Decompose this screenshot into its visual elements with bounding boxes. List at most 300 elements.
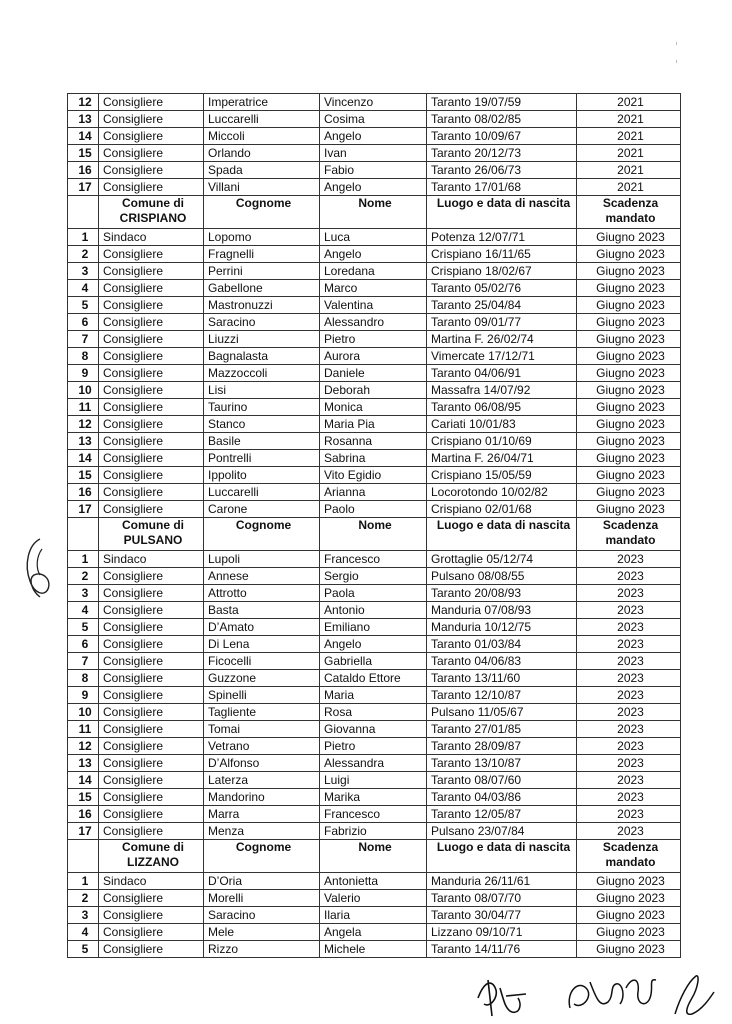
surname-cell: Villani (204, 179, 320, 196)
row-number-cell: 1 (68, 551, 99, 568)
surname-cell: D’Oria (204, 873, 320, 890)
table-row (68, 246, 681, 263)
table-row (68, 602, 681, 619)
table-row (68, 941, 681, 958)
table-row (68, 348, 681, 365)
row-number-cell: 15 (68, 789, 99, 806)
birthplace-date-cell: Taranto 08/02/85 (427, 111, 577, 128)
header-empty (68, 518, 99, 551)
mandate-expiry-cell: Giugno 2023 (577, 501, 681, 518)
first-name-cell: Antonio (320, 602, 427, 619)
first-name-cell: Deborah (320, 382, 427, 399)
role-cell: Consigliere (99, 941, 204, 958)
first-name-cell: Ilaria (320, 907, 427, 924)
first-name-cell: Angelo (320, 179, 427, 196)
header-cognome (204, 840, 320, 873)
header-comune-text: PULSANO (123, 533, 183, 547)
surname-cell: D’Alfonso (204, 755, 320, 772)
role-cell: Consigliere (99, 433, 204, 450)
table-row (68, 907, 681, 924)
row-number-cell: 14 (68, 450, 99, 467)
surname-cell: Menza (204, 823, 320, 840)
birthplace-date-cell: Pulsano 11/05/67 (427, 704, 577, 721)
birthplace-date-cell: Taranto 20/08/93 (427, 585, 577, 602)
surname-cell: Lisi (204, 382, 320, 399)
header-comune (99, 196, 204, 229)
mandate-expiry-cell: 2023 (577, 789, 681, 806)
role-cell: Consigliere (99, 704, 204, 721)
row-number-cell: 9 (68, 687, 99, 704)
mandate-expiry-cell: Giugno 2023 (577, 382, 681, 399)
birthplace-date-cell: Taranto 04/06/83 (427, 653, 577, 670)
role-cell: Consigliere (99, 314, 204, 331)
first-name-cell: Francesco (320, 551, 427, 568)
row-number-cell: 13 (68, 111, 99, 128)
role-cell: Consigliere (99, 687, 204, 704)
role-cell: Consigliere (99, 755, 204, 772)
first-name-cell: Rosa (320, 704, 427, 721)
first-name-cell: Luca (320, 229, 427, 246)
table-row (68, 365, 681, 382)
row-number-cell: 13 (68, 433, 99, 450)
birthplace-date-cell: Taranto 26/06/73 (427, 162, 577, 179)
first-name-cell: Angelo (320, 636, 427, 653)
row-number-cell: 11 (68, 721, 99, 738)
first-name-cell: Gabriella (320, 653, 427, 670)
first-name-cell: Valerio (320, 890, 427, 907)
header-cognome-text: Cognome (235, 196, 292, 210)
header-comune (99, 518, 204, 551)
row-number-cell: 2 (68, 568, 99, 585)
header-luogo-text: Luogo e data di nascita (436, 518, 571, 532)
surname-cell: Spinelli (204, 687, 320, 704)
table-body (68, 94, 681, 958)
table-row (68, 636, 681, 653)
birthplace-date-cell: Martina F. 26/02/74 (427, 331, 577, 348)
first-name-cell: Paolo (320, 501, 427, 518)
surname-cell: Stanco (204, 416, 320, 433)
mandate-expiry-cell: Giugno 2023 (577, 314, 681, 331)
role-cell: Sindaco (99, 551, 204, 568)
surname-cell: Carone (204, 501, 320, 518)
mandate-expiry-cell: Giugno 2023 (577, 941, 681, 958)
surname-cell: Spada (204, 162, 320, 179)
mandate-expiry-cell: Giugno 2023 (577, 450, 681, 467)
first-name-cell: Vito Egidio (320, 467, 427, 484)
birthplace-date-cell: Cariati 10/01/83 (427, 416, 577, 433)
header-cognome (204, 518, 320, 551)
surname-cell: D’Amato (204, 619, 320, 636)
table-row (68, 551, 681, 568)
scan-mark (676, 60, 677, 63)
surname-cell: Basile (204, 433, 320, 450)
first-name-cell: Rosanna (320, 433, 427, 450)
surname-cell: Imperatrice (204, 94, 320, 111)
mandate-expiry-cell: 2023 (577, 755, 681, 772)
role-cell: Consigliere (99, 619, 204, 636)
birthplace-date-cell: Taranto 27/01/85 (427, 721, 577, 738)
mandate-expiry-cell: Giugno 2023 (577, 467, 681, 484)
header-scadenza (577, 840, 681, 873)
birthplace-date-cell: Taranto 12/10/87 (427, 687, 577, 704)
table-row (68, 653, 681, 670)
mandate-expiry-cell: Giugno 2023 (577, 433, 681, 450)
row-number-cell: 15 (68, 467, 99, 484)
table-row (68, 704, 681, 721)
birthplace-date-cell: Taranto 08/07/70 (427, 890, 577, 907)
surname-cell: Miccoli (204, 128, 320, 145)
role-cell: Consigliere (99, 111, 204, 128)
role-cell: Consigliere (99, 890, 204, 907)
header-scadenza-text: mandato (605, 211, 656, 225)
first-name-cell: Pietro (320, 738, 427, 755)
mandate-expiry-cell: Giugno 2023 (577, 348, 681, 365)
birthplace-date-cell: Taranto 28/09/87 (427, 738, 577, 755)
mandate-expiry-cell: 2023 (577, 823, 681, 840)
first-name-cell: Ivan (320, 145, 427, 162)
header-cognome-text: Cognome (235, 518, 292, 532)
row-number-cell: 1 (68, 229, 99, 246)
mandate-expiry-cell: Giugno 2023 (577, 484, 681, 501)
table-row (68, 382, 681, 399)
surname-cell: Morelli (204, 890, 320, 907)
header-comune-text: Comune di (122, 840, 184, 854)
header-scadenza-text: mandato (605, 855, 656, 869)
header-nome (320, 840, 427, 873)
row-number-cell: 3 (68, 585, 99, 602)
table-row (68, 823, 681, 840)
first-name-cell: Michele (320, 941, 427, 958)
role-cell: Consigliere (99, 450, 204, 467)
mandate-expiry-cell: Giugno 2023 (577, 907, 681, 924)
table-row (68, 263, 681, 280)
surname-cell: Bagnalasta (204, 348, 320, 365)
birthplace-date-cell: Taranto 13/10/87 (427, 755, 577, 772)
mandate-expiry-cell: Giugno 2023 (577, 365, 681, 382)
table-row (68, 619, 681, 636)
header-luogo (427, 518, 577, 551)
surname-cell: Basta (204, 602, 320, 619)
section-header-row (68, 840, 681, 873)
birthplace-date-cell: Taranto 08/07/60 (427, 772, 577, 789)
role-cell: Consigliere (99, 484, 204, 501)
mandate-expiry-cell: 2023 (577, 704, 681, 721)
birthplace-date-cell: Taranto 13/11/60 (427, 670, 577, 687)
mandate-expiry-cell: 2023 (577, 772, 681, 789)
council-members-table (67, 93, 681, 958)
birthplace-date-cell: Manduria 10/12/75 (427, 619, 577, 636)
first-name-cell: Angelo (320, 128, 427, 145)
birthplace-date-cell: Martina F. 26/04/71 (427, 450, 577, 467)
mandate-expiry-cell: 2023 (577, 687, 681, 704)
mandate-expiry-cell: Giugno 2023 (577, 399, 681, 416)
role-cell: Consigliere (99, 280, 204, 297)
row-number-cell: 2 (68, 246, 99, 263)
row-number-cell: 15 (68, 145, 99, 162)
mandate-expiry-cell: 2021 (577, 94, 681, 111)
header-luogo-text: Luogo e data di nascita (436, 196, 571, 210)
first-name-cell: Vincenzo (320, 94, 427, 111)
header-luogo-text: Luogo e data di nascita (436, 840, 571, 854)
row-number-cell: 6 (68, 636, 99, 653)
role-cell: Consigliere (99, 602, 204, 619)
role-cell: Consigliere (99, 907, 204, 924)
first-name-cell: Sabrina (320, 450, 427, 467)
first-name-cell: Pietro (320, 331, 427, 348)
table-row (68, 297, 681, 314)
surname-cell: Attrotto (204, 585, 320, 602)
scan-mark (676, 42, 677, 45)
header-empty (68, 840, 99, 873)
table-row (68, 890, 681, 907)
header-empty (68, 196, 99, 229)
role-cell: Consigliere (99, 145, 204, 162)
row-number-cell: 5 (68, 619, 99, 636)
header-scadenza-text: Scadenza (602, 518, 659, 532)
mandate-expiry-cell: Giugno 2023 (577, 924, 681, 941)
birthplace-date-cell: Taranto 10/09/67 (427, 128, 577, 145)
table-row (68, 755, 681, 772)
header-cognome (204, 196, 320, 229)
table-row (68, 399, 681, 416)
table-row (68, 873, 681, 890)
table-row (68, 111, 681, 128)
birthplace-date-cell: Potenza 12/07/71 (427, 229, 577, 246)
first-name-cell: Aurora (320, 348, 427, 365)
role-cell: Consigliere (99, 772, 204, 789)
mandate-expiry-cell: Giugno 2023 (577, 331, 681, 348)
first-name-cell: Valentina (320, 297, 427, 314)
row-number-cell: 1 (68, 873, 99, 890)
mandate-expiry-cell: 2021 (577, 179, 681, 196)
role-cell: Consigliere (99, 585, 204, 602)
mandate-expiry-cell: 2023 (577, 585, 681, 602)
header-scadenza (577, 518, 681, 551)
birthplace-date-cell: Crispiano 02/01/68 (427, 501, 577, 518)
first-name-cell: Marika (320, 789, 427, 806)
table-row (68, 789, 681, 806)
role-cell: Sindaco (99, 229, 204, 246)
mandate-expiry-cell: 2021 (577, 111, 681, 128)
role-cell: Consigliere (99, 721, 204, 738)
role-cell: Consigliere (99, 365, 204, 382)
birthplace-date-cell: Taranto 04/03/86 (427, 789, 577, 806)
first-name-cell: Monica (320, 399, 427, 416)
header-comune-text: CRISPIANO (119, 211, 187, 225)
role-cell: Consigliere (99, 636, 204, 653)
row-number-cell: 9 (68, 365, 99, 382)
first-name-cell: Giovanna (320, 721, 427, 738)
mandate-expiry-cell: 2023 (577, 619, 681, 636)
table-row (68, 924, 681, 941)
first-name-cell: Arianna (320, 484, 427, 501)
role-cell: Consigliere (99, 568, 204, 585)
header-scadenza (577, 196, 681, 229)
role-cell: Consigliere (99, 297, 204, 314)
role-cell: Consigliere (99, 331, 204, 348)
birthplace-date-cell: Pulsano 08/08/55 (427, 568, 577, 585)
mandate-expiry-cell: 2021 (577, 145, 681, 162)
role-cell: Consigliere (99, 738, 204, 755)
first-name-cell: Angela (320, 924, 427, 941)
table-row (68, 738, 681, 755)
row-number-cell: 16 (68, 806, 99, 823)
row-number-cell: 8 (68, 670, 99, 687)
header-nome-text: Nome (358, 196, 392, 210)
surname-cell: Mazzoccoli (204, 365, 320, 382)
birthplace-date-cell: Taranto 09/01/77 (427, 314, 577, 331)
surname-cell: Rizzo (204, 941, 320, 958)
header-cognome-text: Cognome (235, 840, 292, 854)
birthplace-date-cell: Taranto 14/11/76 (427, 941, 577, 958)
surname-cell: Mandorino (204, 789, 320, 806)
birthplace-date-cell: Crispiano 15/05/59 (427, 467, 577, 484)
first-name-cell: Maria (320, 687, 427, 704)
mandate-expiry-cell: 2023 (577, 568, 681, 585)
handwritten-margin-mark-icon (18, 535, 58, 605)
table-row (68, 94, 681, 111)
first-name-cell: Marco (320, 280, 427, 297)
first-name-cell: Angelo (320, 246, 427, 263)
mandate-expiry-cell: 2023 (577, 653, 681, 670)
section-header-row (68, 196, 681, 229)
header-scadenza-text: Scadenza (602, 840, 659, 854)
mandate-expiry-cell: 2023 (577, 806, 681, 823)
mandate-expiry-cell: 2023 (577, 602, 681, 619)
table-row (68, 501, 681, 518)
surname-cell: Orlando (204, 145, 320, 162)
birthplace-date-cell: Taranto 25/04/84 (427, 297, 577, 314)
first-name-cell: Loredana (320, 263, 427, 280)
row-number-cell: 2 (68, 890, 99, 907)
first-name-cell: Sergio (320, 568, 427, 585)
table-row (68, 331, 681, 348)
row-number-cell: 12 (68, 738, 99, 755)
first-name-cell: Cataldo Ettore (320, 670, 427, 687)
mandate-expiry-cell: Giugno 2023 (577, 229, 681, 246)
birthplace-date-cell: Taranto 19/07/59 (427, 94, 577, 111)
first-name-cell: Emiliano (320, 619, 427, 636)
mandate-expiry-cell: Giugno 2023 (577, 280, 681, 297)
surname-cell: Ficocelli (204, 653, 320, 670)
role-cell: Consigliere (99, 467, 204, 484)
row-number-cell: 6 (68, 314, 99, 331)
birthplace-date-cell: Taranto 20/12/73 (427, 145, 577, 162)
role-cell: Consigliere (99, 823, 204, 840)
birthplace-date-cell: Taranto 06/08/95 (427, 399, 577, 416)
surname-cell: Di Lena (204, 636, 320, 653)
row-number-cell: 14 (68, 772, 99, 789)
first-name-cell: Francesco (320, 806, 427, 823)
row-number-cell: 7 (68, 331, 99, 348)
header-luogo (427, 196, 577, 229)
surname-cell: Ippolito (204, 467, 320, 484)
mandate-expiry-cell: Giugno 2023 (577, 873, 681, 890)
role-cell: Consigliere (99, 246, 204, 263)
surname-cell: Marra (204, 806, 320, 823)
header-scadenza-text: mandato (605, 533, 656, 547)
first-name-cell: Paola (320, 585, 427, 602)
surname-cell: Lupoli (204, 551, 320, 568)
birthplace-date-cell: Taranto 01/03/84 (427, 636, 577, 653)
role-cell: Consigliere (99, 789, 204, 806)
row-number-cell: 11 (68, 399, 99, 416)
birthplace-date-cell: Vimercate 17/12/71 (427, 348, 577, 365)
header-nome (320, 196, 427, 229)
header-scadenza-text: Scadenza (602, 196, 659, 210)
table-row (68, 179, 681, 196)
birthplace-date-cell: Taranto 12/05/87 (427, 806, 577, 823)
role-cell: Consigliere (99, 416, 204, 433)
birthplace-date-cell: Lizzano 09/10/71 (427, 924, 577, 941)
mandate-expiry-cell: 2023 (577, 721, 681, 738)
role-cell: Consigliere (99, 94, 204, 111)
surname-cell: Vetrano (204, 738, 320, 755)
role-cell: Consigliere (99, 348, 204, 365)
surname-cell: Laterza (204, 772, 320, 789)
mandate-expiry-cell: 2021 (577, 162, 681, 179)
role-cell: Sindaco (99, 873, 204, 890)
row-number-cell: 16 (68, 162, 99, 179)
role-cell: Consigliere (99, 263, 204, 280)
role-cell: Consigliere (99, 179, 204, 196)
surname-cell: Mastronuzzi (204, 297, 320, 314)
table-row (68, 433, 681, 450)
role-cell: Consigliere (99, 382, 204, 399)
birthplace-date-cell: Crispiano 01/10/69 (427, 433, 577, 450)
table-row (68, 484, 681, 501)
role-cell: Consigliere (99, 399, 204, 416)
table-row (68, 772, 681, 789)
row-number-cell: 17 (68, 823, 99, 840)
first-name-cell: Alessandro (320, 314, 427, 331)
mandate-expiry-cell: 2021 (577, 128, 681, 145)
surname-cell: Pontrelli (204, 450, 320, 467)
first-name-cell: Fabrizio (320, 823, 427, 840)
surname-cell: Perrini (204, 263, 320, 280)
role-cell: Consigliere (99, 162, 204, 179)
surname-cell: Lopomo (204, 229, 320, 246)
handwritten-signatures-icon (470, 968, 720, 1024)
header-nome (320, 518, 427, 551)
row-number-cell: 17 (68, 179, 99, 196)
birthplace-date-cell: Locorotondo 10/02/82 (427, 484, 577, 501)
first-name-cell: Luigi (320, 772, 427, 789)
row-number-cell: 4 (68, 280, 99, 297)
row-number-cell: 16 (68, 484, 99, 501)
role-cell: Consigliere (99, 128, 204, 145)
birthplace-date-cell: Grottaglie 05/12/74 (427, 551, 577, 568)
row-number-cell: 8 (68, 348, 99, 365)
table-row (68, 467, 681, 484)
surname-cell: Gabellone (204, 280, 320, 297)
surname-cell: Luccarelli (204, 111, 320, 128)
birthplace-date-cell: Manduria 07/08/93 (427, 602, 577, 619)
mandate-expiry-cell: 2023 (577, 738, 681, 755)
mandate-expiry-cell: Giugno 2023 (577, 246, 681, 263)
table-row (68, 568, 681, 585)
first-name-cell: Alessandra (320, 755, 427, 772)
row-number-cell: 12 (68, 416, 99, 433)
surname-cell: Taurino (204, 399, 320, 416)
row-number-cell: 14 (68, 128, 99, 145)
role-cell: Consigliere (99, 653, 204, 670)
section-header-row (68, 518, 681, 551)
surname-cell: Annese (204, 568, 320, 585)
surname-cell: Saracino (204, 314, 320, 331)
row-number-cell: 5 (68, 297, 99, 314)
row-number-cell: 7 (68, 653, 99, 670)
